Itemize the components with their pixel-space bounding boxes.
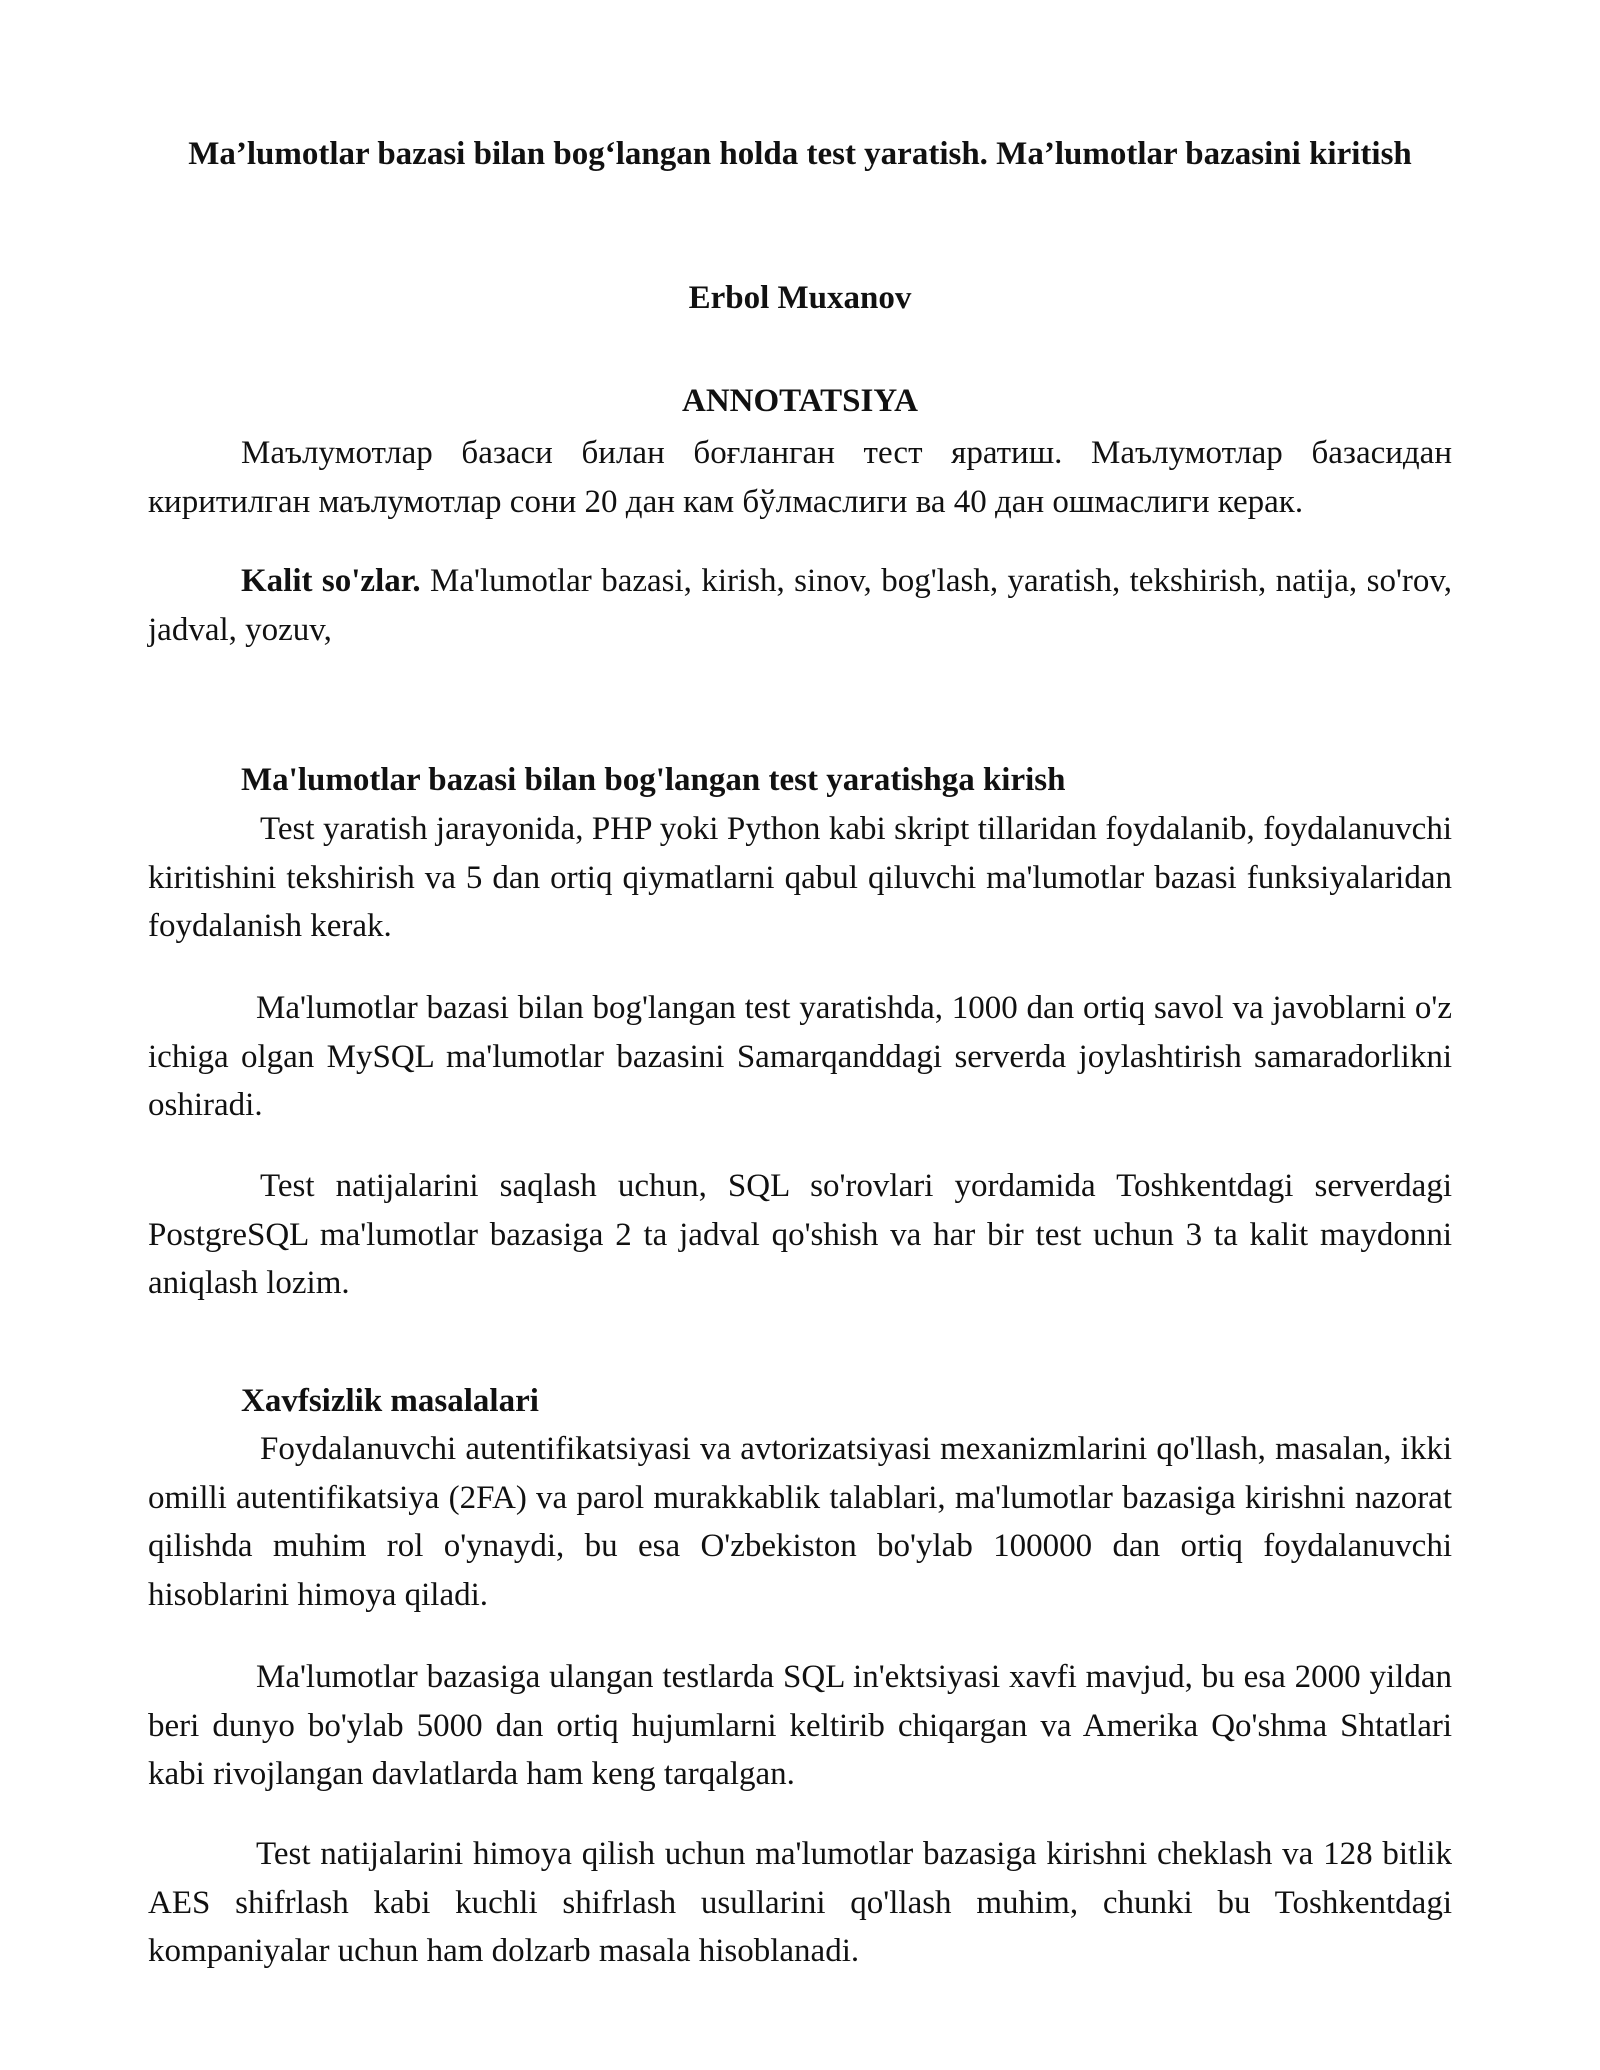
keywords-paragraph xyxy=(148,557,1452,654)
keywords-label: Kalit so'zlar. xyxy=(241,563,421,599)
annotation-heading: ANNOTATSIYA xyxy=(682,383,918,419)
intro-paragraph-1: Test yaratish jarayonida, PHP yoki Python kabi skript tillaridan foydalanib, foydalanuvchi kiritishini tekshirish va 5 dan ortiq qiymatlarni qabul qiluvchi ma'lumotlar bazasi funksiyalaridan foydalanish kerak. xyxy=(148,811,1452,944)
security-paragraph-2: Ma'lumotlar bazasiga ulangan testlarda SQL in'ektsiyasi xavfi mavjud, bu esa 2000 yildan beri dunyo bo'ylab 5000 dan ortiq hujumlarni keltirib chiqargan va Amerika Qo'shma Shtatlari kabi rivojlangan davlatlarda ham keng tarqalgan. xyxy=(148,1659,1452,1792)
section-heading-intro: Ma'lumotlar bazasi bilan bog'langan test yaratishga kirish xyxy=(241,762,1066,798)
annotation-text: Маълумотлар базаси билан боғланган тест яратиш. Маълумотлар базасидан киритилган маълумотлар сони 20 дан кам бўлмаслиги ва 40 дан ошмаслиги керак. xyxy=(148,435,1452,520)
intro-paragraph-3: Test natijalarini saqlash uchun, SQL so'rovlari yordamida Toshkentdagi serverdagi PostgreSQL ma'lumotlar bazasiga 2 ta jadval qo'shish va har bir test uchun 3 ta kalit maydonni aniqlash lozim. xyxy=(148,1168,1452,1301)
keywords-text: Ma'lumotlar bazasi, kirish, sinov, bog'lash, yaratish, tekshirish, natija, so'rov, jadval, yozuv, xyxy=(148,563,1452,648)
paper-title: Ma’lumotlar bazasi bilan bog‘langan holda test yaratish. Ma’lumotlar bazasini kiritish xyxy=(188,136,1412,172)
security-paragraph-1: Foydalanuvchi autentifikatsiyasi va avtorizatsiyasi mexanizmlarini qo'llash, masalan, ikki omilli autentifikatsiya (2FA) va parol murakkablik talablari, ma'lumotlar bazasiga kirishni nazorat qilishda muhim rol o'ynaydi, bu esa O'zbekiston bo'ylab 100000 dan ortiq foydalanuvchi hisoblarini himoya qiladi. xyxy=(148,1431,1452,1613)
security-paragraph-3: Test natijalarini himoya qilish uchun ma'lumotlar bazasiga kirishni cheklash va 128 bitlik AES shifrlash kabi kuchli shifrlash usullarini qo'llash muhim, chunki bu Toshkentdagi kompaniyalar uchun ham dolzarb masala hisoblanadi. xyxy=(148,1836,1452,1969)
intro-paragraph-2: Ma'lumotlar bazasi bilan bog'langan test yaratishda, 1000 dan ortiq savol va javoblarni o'z ichiga olgan MySQL ma'lumotlar bazasini Samarqanddagi serverda joylashtirish samaradorlikni oshiradi. xyxy=(148,990,1452,1123)
author-name: Erbol Muxanov xyxy=(688,280,912,316)
section-heading-security: Xavfsizlik masalalari xyxy=(241,1383,539,1419)
